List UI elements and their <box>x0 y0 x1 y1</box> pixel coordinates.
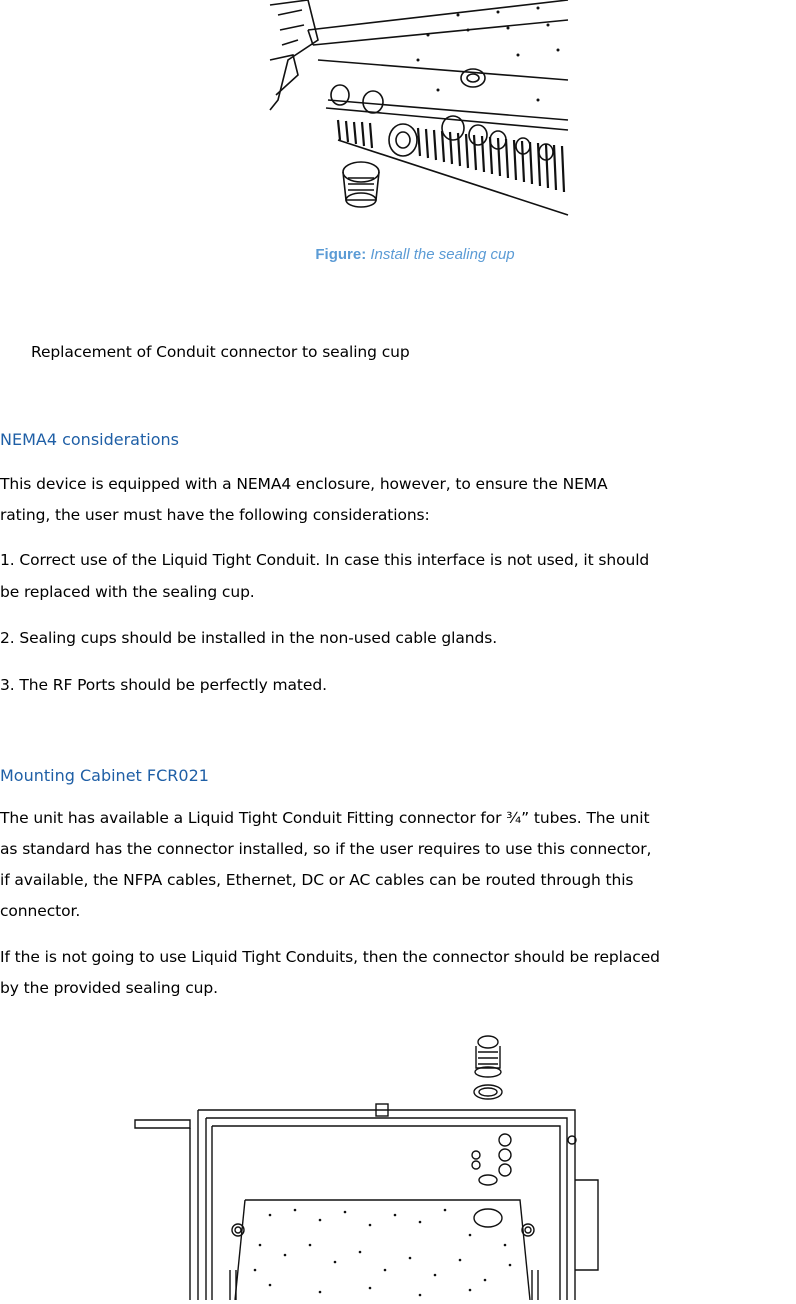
mounting-para-1-line-1: The unit has available a Liquid Tight Conduit Fitting connector for ¾” tubes. The unit <box>0 809 650 827</box>
caption-text: Install the sealing cup <box>370 246 515 263</box>
mounting-heading: Mounting Cabinet FCR021 <box>0 766 209 785</box>
mounting-para-2-line-2: by the provided sealing cup. <box>0 979 218 997</box>
nema4-item-2: 2. Sealing cups should be installed in the non-used cable glands. <box>0 629 498 647</box>
mounting-cabinet-figure <box>120 1030 620 1300</box>
nema4-item-1-line-2: be replaced with the sealing cup. <box>0 583 255 601</box>
nema4-item-3: 3. The RF Ports should be perfectly mated. <box>0 676 327 694</box>
replacement-line: Replacement of Conduit connector to sealing cup <box>31 343 410 361</box>
nema4-intro-line-1: This device is equipped with a NEMA4 enclosure, however, to ensure the NEMA <box>0 475 608 493</box>
nema4-intro-line-2: rating, the user must have the following considerations: <box>0 506 430 524</box>
figure-caption <box>0 246 796 263</box>
caption-label: Figure: <box>315 246 367 263</box>
sealing-cup-figure <box>268 0 570 225</box>
mounting-para-2-line-1: If the is not going to use Liquid Tight Conduits, then the connector should be replaced <box>0 948 660 966</box>
mounting-para-1-line-2: as standard has the connector installed, so if the user requires to use this connector, <box>0 840 652 858</box>
mounting-para-1-line-4: connector. <box>0 902 81 920</box>
nema4-item-1-line-1: 1. Correct use of the Liquid Tight Conduit. In case this interface is not used, it should <box>0 551 650 569</box>
nema4-heading: NEMA4 considerations <box>0 430 179 449</box>
mounting-para-1-line-3: if available, the NFPA cables, Ethernet, DC or AC cables can be routed through this <box>0 871 634 889</box>
